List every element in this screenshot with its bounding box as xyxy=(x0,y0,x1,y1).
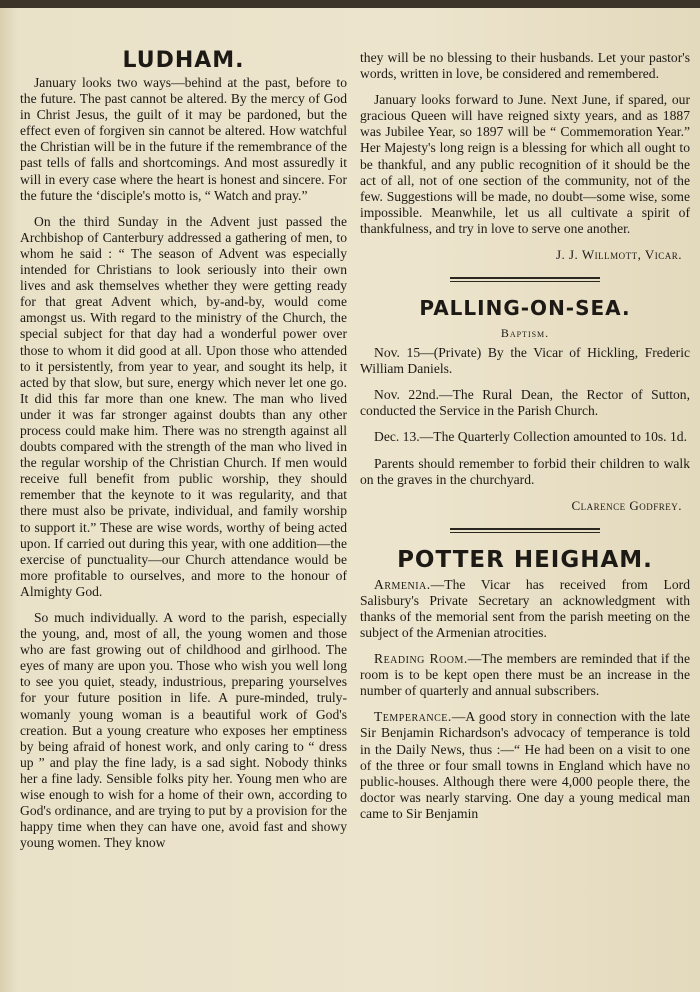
potter-paragraph-armenia xyxy=(360,577,690,641)
reading-room-runin: Reading Room. xyxy=(374,651,468,667)
ludham-heading: LUDHAM. xyxy=(122,48,245,73)
palling-paragraph-3: Dec. 13.—The Quarterly Collection amounted to 10s. 1d. xyxy=(374,429,687,445)
page-top-edge xyxy=(0,0,700,8)
armenia-text: —The Vicar has received from Lord Salisbury's Private Secretary an acknowledgment with thanks of the memorial sent from the parish meeting on the subject of the Armenian atrocities. xyxy=(360,576,690,640)
palling-signature: Clarence Godfrey. xyxy=(571,497,682,513)
palling-subtitle: Baptism. xyxy=(500,326,550,341)
right-column xyxy=(360,10,690,832)
ludham-paragraph-4: they will be no blessing to their husbands. Let your pastor's words, written in love, be considered and remembered. xyxy=(360,50,690,82)
palling-heading: PALLING-ON-SEA. xyxy=(419,296,631,321)
armenia-runin: Armenia. xyxy=(374,576,431,592)
section-divider-2 xyxy=(450,528,600,533)
temperance-text: —A good story in connection with the late Sir Benjamin Richardson's advocacy of temperance is told in the Daily News, thus :—“ He had been on a visit to one of the three or four small towns in England which have no public-houses. Although there were 4,000 people there, the doctor was nearly starving. One day a young medical man came to Sir Benjamin xyxy=(360,709,690,821)
ludham-paragraph-1: January looks two ways—behind at the past, before to the future. The past cannot be altered. By the mercy of God in Christ Jesus, the guilt of it may be pardoned, but the effect even of forgiven sin cannot be altered. How watchful the Christian will be in the future if the remembrance of the past tells of falls and shortcomings. And most assuredly it will in every case where the heart is honest and sincere. For the future the ‘disciple's motto is, “ Watch and pray.” xyxy=(20,75,347,203)
palling-paragraph-2: Nov. 22nd.—The Rural Dean, the Rector of Sutton, conducted the Service in the Parish Church. xyxy=(360,387,690,419)
reading-room-text: —The members are reminded that if the room is to be kept open there must be an increase in the number of quarterly and annual subscribers. xyxy=(360,651,691,699)
potter-paragraph-temperance xyxy=(360,709,690,822)
section-divider-1 xyxy=(450,277,600,282)
temperance-runin: Temperance. xyxy=(374,709,452,725)
palling-paragraph-4: Parents should remember to forbid their children to walk on the graves in the churchyard. xyxy=(360,455,690,487)
potter-paragraph-reading-room xyxy=(360,651,690,699)
ludham-paragraph-3: So much individually. A word to the parish, especially the young, and, most of all, the young women and those who are fast growing out of childhood and girlhood. The eyes of many are upon you. Those who wish you well long to see you quiet, steady, industrious, preparing yourselves for your future position in life. A pure-minded, truly-womanly young woman is a beautiful work of God's creation. But a young creature who exposes her emptiness by being afraid of honest work, and only caring to “ dress up ” and play the fine lady, is a sad sight. Nobody thinks her a fine lady. Sensible folks pity her. Young men who are wise enough to wish for a home of their own, according to God's ordinance, and are trying to put by a provision for the happy time when they can have one, avoid fast and showy young women. They know xyxy=(20,610,347,851)
ludham-signature: J. J. Willmott, Vicar. xyxy=(555,247,682,263)
left-column xyxy=(20,10,347,861)
ludham-paragraph-5: January looks forward to June. Next June, if spared, our gracious Queen will have reigned sixty years, and as 1887 was Jubilee Year, so 1897 will be “ Commemoration Year.” Her Majesty's long reign is a blessing for which all ought to be thankful, and any public recognition of it should be the act of all, not of one section of the community, not of the few. Suggestions will be made, no doubt—some wise, some impossible. Meanwhile, let us all cultivate a spirit of thankfulness, and try in love to serve one another. xyxy=(360,92,690,236)
palling-paragraph-1: Nov. 15—(Private) By the Vicar of Hickling, Frederic William Daniels. xyxy=(360,345,690,377)
potter-heading: POTTER HEIGHAM. xyxy=(397,546,653,573)
ludham-paragraph-2: On the third Sunday in the Advent just passed the Archbishop of Canterbury addressed a gathering of men, to whom he said : “ The season of Advent was especially intended for Christians to look seriously into their own lives and ask themselves whether they were getting ready for that great Advent which, by-and-by, would come amongst us. With regard to the ministry of the Church, the special subject for that day had a wonderful power over those to whom it did good at all. Upon those who attended to it persistently, from year to year, and sought its help, it acted by that slow, but sure, energy which never let one go. It did this far more than one knew. The man who lived under it was far stronger against doubts than any other process could make him. There was no strength against all doubts compared with the strength of the man who lived in the regular worship of the Christian Church. If men would receive full benefit from public worship, they should remember that the keynote to it was regularity, and that there must also be private, individual, and family worship to support it.” These are wise words, worthy of being acted upon. If carried out during this year, with one addition—the exercise of punctuality—our Church attendance would be more profitable to ourselves, and more to the honour of Almighty God. xyxy=(20,213,347,599)
